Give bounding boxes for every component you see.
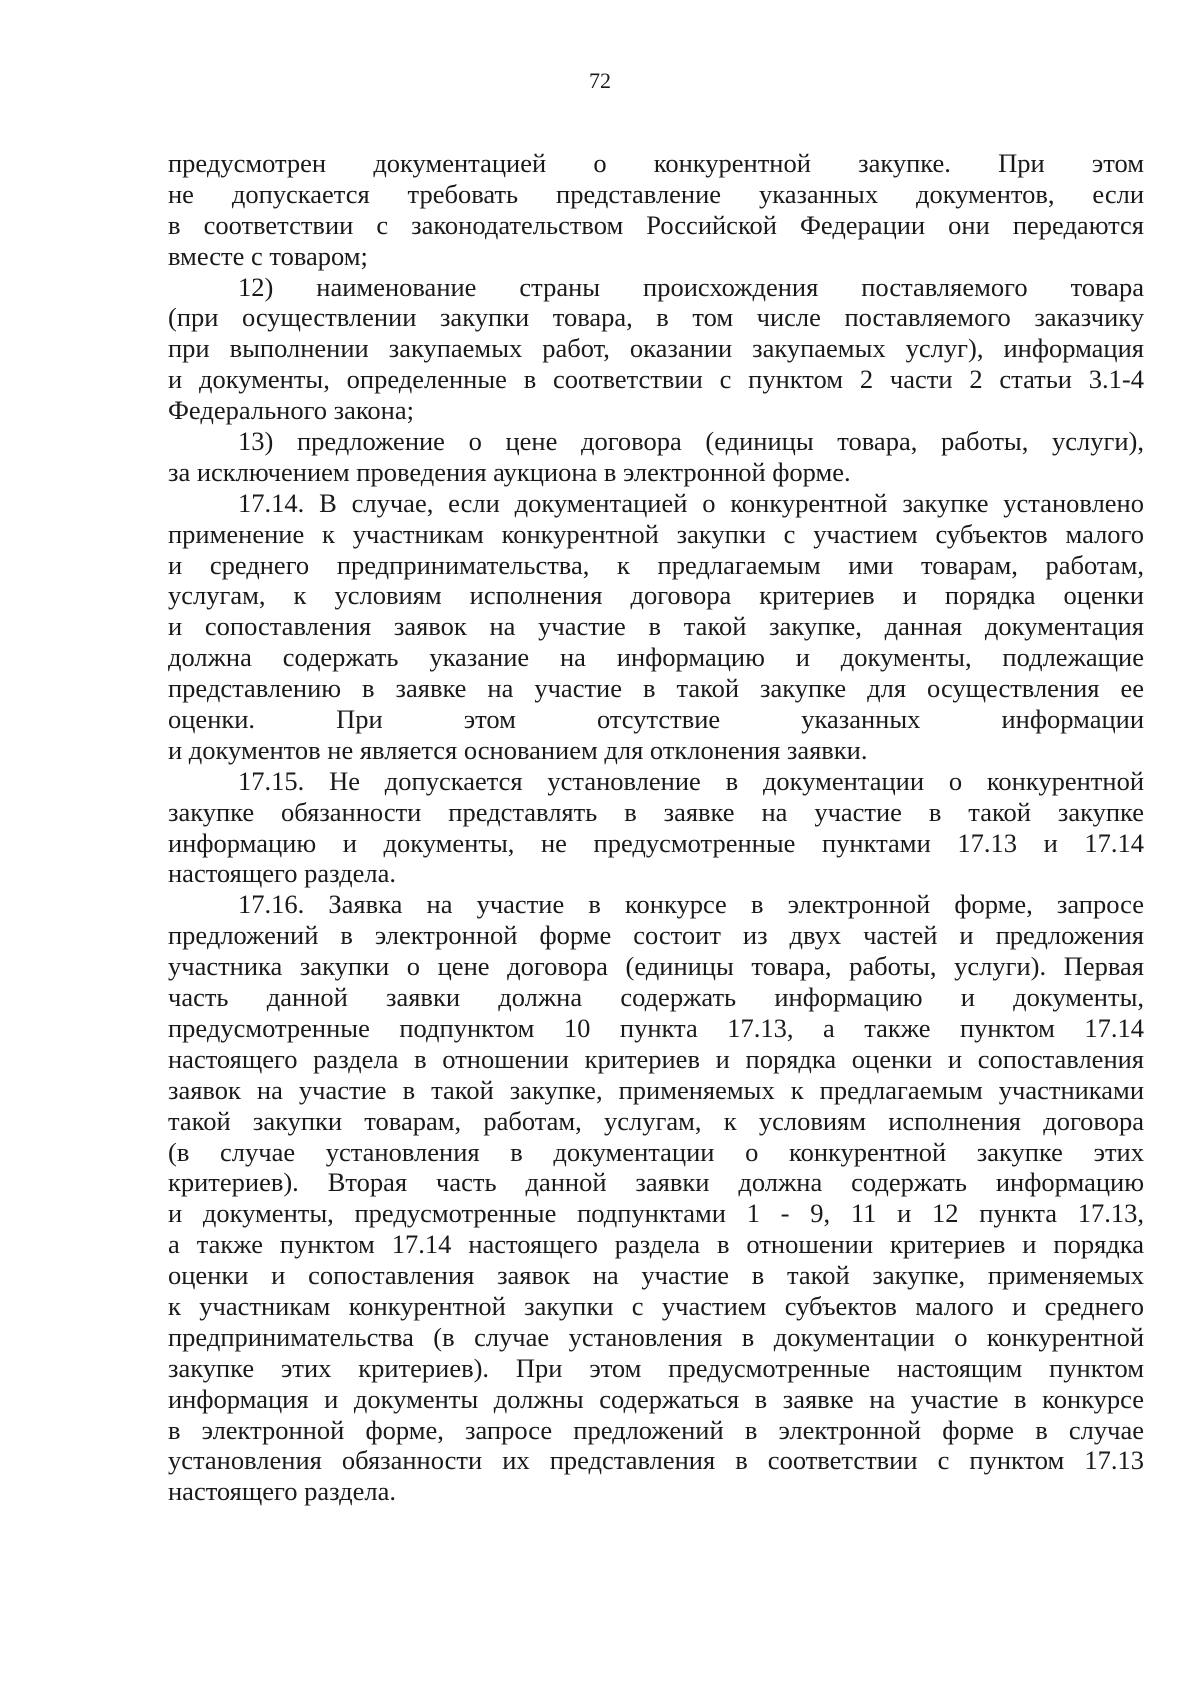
text-line: информация и документы должны содержаться в заявке на участие в конкурсе bbox=[168, 1383, 1144, 1414]
text-line: часть данной заявки должна содержать информацию и документы, bbox=[168, 982, 1144, 1013]
text-line: настоящего раздела. bbox=[168, 858, 396, 889]
paragraph-17-14 bbox=[168, 488, 1144, 766]
text-line: вместе с товаром; bbox=[168, 240, 368, 271]
text-line: закупке обязанности представлять в заявке на участие в такой закупке bbox=[168, 796, 1144, 827]
text-line: заявок на участие в такой закупке, применяемых к предлагаемым участниками bbox=[168, 1074, 1144, 1105]
text-line: и среднего предпринимательства, к предлагаемым ими товарам, работам, bbox=[168, 549, 1144, 580]
text-line: не допускается требовать представление указанных документов, если bbox=[168, 178, 1144, 209]
text-line: а также пунктом 17.14 настоящего раздела в отношении критериев и порядка bbox=[168, 1229, 1144, 1260]
text-line: и документы, определенные в соответствии с пунктом 2 части 2 статьи 3.1-4 bbox=[168, 364, 1144, 395]
text-line: при выполнении закупаемых работ, оказании закупаемых услуг), информация bbox=[168, 333, 1144, 364]
text-line: Федерального закона; bbox=[168, 395, 414, 426]
document-body bbox=[168, 148, 1144, 1507]
text-line: 17.15. Не допускается установление в документации о конкурентной bbox=[238, 765, 1144, 796]
text-line: за исключением проведения аукциона в электронной форме. bbox=[168, 456, 851, 487]
paragraph-17-15 bbox=[168, 766, 1144, 890]
text-line: 17.14. В случае, если документацией о конкурентной закупке установлено bbox=[238, 487, 1144, 518]
text-line: оценки. При этом отсутствие указанных информации bbox=[168, 704, 1144, 735]
text-line: информацию и документы, не предусмотренные пунктами 17.13 и 17.14 bbox=[168, 827, 1144, 858]
paragraph-item-13 bbox=[168, 426, 1144, 488]
text-line: предпринимательства (в случае установления в документации о конкурентной bbox=[168, 1321, 1144, 1352]
text-line: к участникам конкурентной закупки с участием субъектов малого и среднего bbox=[168, 1290, 1144, 1321]
text-line: в соответствии с законодательством Российской Федерации они передаются bbox=[168, 209, 1144, 240]
text-line: предложений в электронной форме состоит из двух частей и предложения bbox=[168, 920, 1144, 951]
text-line: должна содержать указание на информацию и документы, подлежащие bbox=[168, 642, 1144, 673]
text-line: (при осуществлении закупки товара, в том числе поставляемого заказчику bbox=[168, 302, 1144, 333]
text-line: оценки и сопоставления заявок на участие в такой закупке, применяемых bbox=[168, 1260, 1144, 1291]
paragraph-17-16 bbox=[168, 889, 1144, 1507]
text-line: предусмотрен документацией о конкурентной закупке. При этом bbox=[168, 148, 1144, 178]
text-line: применение к участникам конкурентной закупки с участием субъектов малого bbox=[168, 518, 1144, 549]
text-line: 12) наименование страны происхождения поставляемого товара bbox=[238, 271, 1144, 302]
text-line: настоящего раздела. bbox=[168, 1476, 396, 1507]
text-line: и сопоставления заявок на участие в такой закупке, данная документация bbox=[168, 611, 1144, 642]
text-line: в электронной форме, запросе предложений в электронной форме в случае bbox=[168, 1414, 1144, 1445]
paragraph-item-12 bbox=[168, 272, 1144, 426]
text-line: предусмотренные подпунктом 10 пункта 17.13, а также пунктом 17.14 bbox=[168, 1012, 1144, 1043]
text-line: критериев). Вторая часть данной заявки должна содержать информацию bbox=[168, 1167, 1144, 1198]
text-line: закупке этих критериев). При этом предусмотренные настоящим пунктом bbox=[168, 1352, 1144, 1383]
page-number: 72 bbox=[589, 68, 611, 93]
text-line: (в случае установления в документации о конкурентной закупке этих bbox=[168, 1136, 1144, 1167]
text-line: участника закупки о цене договора (единицы товара, работы, услуги). Первая bbox=[168, 951, 1144, 982]
paragraph-documents-with-goods bbox=[168, 148, 1144, 272]
text-line: услугам, к условиям исполнения договора критериев и порядка оценки bbox=[168, 580, 1144, 611]
text-line: установления обязанности их представления в соответствии с пунктом 17.13 bbox=[168, 1445, 1144, 1476]
text-line: 13) предложение о цене договора (единицы товара, работы, услуги), bbox=[238, 426, 1144, 457]
text-line: и документов не является основанием для отклонения заявки. bbox=[168, 734, 868, 765]
text-line: настоящего раздела в отношении критериев и порядка оценки и сопоставления bbox=[168, 1043, 1144, 1074]
text-line: представлению в заявке на участие в такой закупке для осуществления ее bbox=[168, 673, 1144, 704]
text-line: 17.16. Заявка на участие в конкурсе в электронной форме, запросе bbox=[238, 889, 1144, 920]
text-line: такой закупки товарам, работам, услугам, к условиям исполнения договора bbox=[168, 1105, 1144, 1136]
text-line: и документы, предусмотренные подпунктами 1 - 9, 11 и 12 пункта 17.13, bbox=[168, 1198, 1144, 1229]
